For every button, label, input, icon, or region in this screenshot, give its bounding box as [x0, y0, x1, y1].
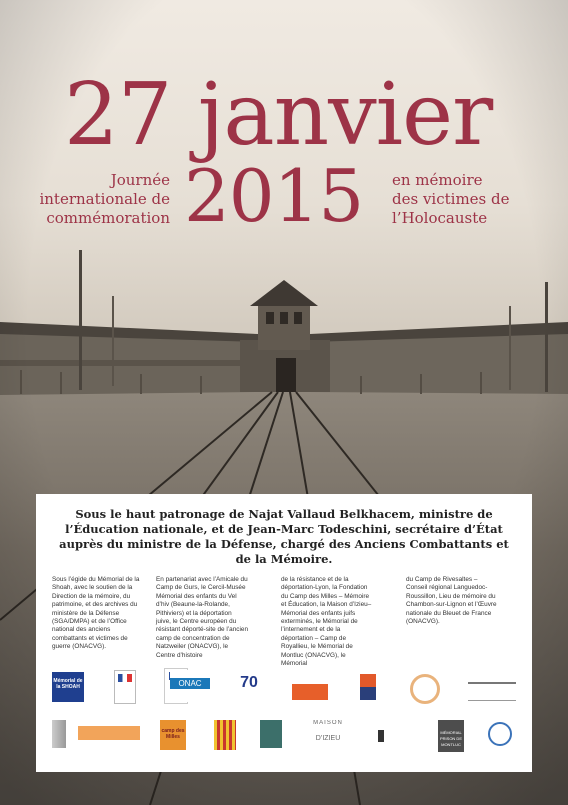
seventy-logo	[236, 672, 262, 700]
title-year: 2015	[184, 154, 364, 238]
subtitle-right-line: l’Holocauste	[392, 209, 488, 227]
credits-column-1: Sous l’égide du Mémorial de la Shoah, avec le soutien de la Direction de la mémoire, du patrimoine, et des archives du ministère de la Défense (SGA/DMPA) et de l’Office national des anciens combattants et victimes de guerre (ONACVG).	[52, 576, 140, 651]
memorial-shoah-logo	[52, 672, 84, 702]
montluc-logo	[438, 720, 464, 752]
subtitle-right-line: en mémoire	[392, 171, 483, 189]
rivesaltes-logo	[260, 720, 282, 748]
info-panel	[36, 494, 532, 772]
maison-izieu-logo-subtext: D’IZIEU	[315, 735, 341, 742]
subtitle-left	[20, 171, 170, 228]
ministere-defense-logo	[114, 670, 136, 704]
seventy-logo-text: 70	[240, 674, 258, 691]
credits-column-2: En partenariat avec l’Amicale du Camp de Gurs, le Cercil-Musée Mémorial des enfants du Vel d’hiv (Beaune-la-Rolande, Pithiviers) et la déportation juive, le Centre européen du résistant déporté-site de l’ancien camp de concentration de Natzweiler (ONACVG), le Centre d’histoire	[156, 576, 249, 659]
subtitle-right	[392, 171, 554, 228]
cercil-logo	[292, 684, 328, 700]
patronage-text: Sous le haut patronage de Najat Vallaud Belkhacem, ministre de l’Éducation nationale, et de Jean-Marc Todeschini, secrétaire d’État auprès du ministre de la Défense, chargé des Anciens Combattants et de la Mémoire.	[59, 507, 509, 566]
maison-izieu-logo-text: MAISON	[313, 720, 343, 726]
memorial-shoah-logo-text: Mémorial de la SHOAH	[53, 678, 83, 690]
onac-logo	[170, 670, 210, 702]
camp-milles-logo	[160, 720, 186, 750]
amicale-gurs-logo	[410, 674, 440, 704]
subtitle-left-line: internationale de	[39, 190, 170, 208]
onac-logo-text: ONAC	[170, 678, 210, 689]
subtitle-left-line: commémoration	[46, 209, 170, 227]
montluc-logo-text: MÉMORIAL PRISON DE MONTLUC	[439, 730, 462, 747]
tricolor-icon	[118, 674, 132, 682]
credits-column-4: du Camp de Rivesaltes – Conseil régional Languedoc-Roussillon, Lieu de mémoire du Chambon-sur-Lignon et l’Œuvre nationale du Bleuet de France (ONACVG).	[406, 576, 497, 626]
subtitle-left-line: Journée	[110, 171, 170, 189]
maison-izieu-logo	[288, 720, 368, 750]
credits-column-3: de la résistance et de la déportation-Lyon, la Fondation du Camp des Milles – Mémoire et Éducation, la Maison d’Izieu–Mémorial des enfants juifs exterminés, le Mémorial de l’internement et de la déportation – Camp de Royallieu, le Mémorial de Montluc (ONACVG), le Mémorial	[281, 576, 372, 668]
subtitle-right-line: des victimes de	[392, 190, 510, 208]
lyon-chrd-logo	[488, 722, 512, 746]
bleuet-logo	[78, 726, 140, 740]
chambon-logo	[468, 682, 516, 701]
royallieu-logo	[378, 730, 424, 742]
title-date: 27 janvier	[64, 65, 493, 165]
centre-europeen-logo	[360, 674, 376, 700]
centre-histoire-logo	[52, 720, 66, 748]
camp-milles-logo-text: camp des Milles	[161, 728, 185, 740]
region-languedoc-logo	[214, 720, 236, 750]
